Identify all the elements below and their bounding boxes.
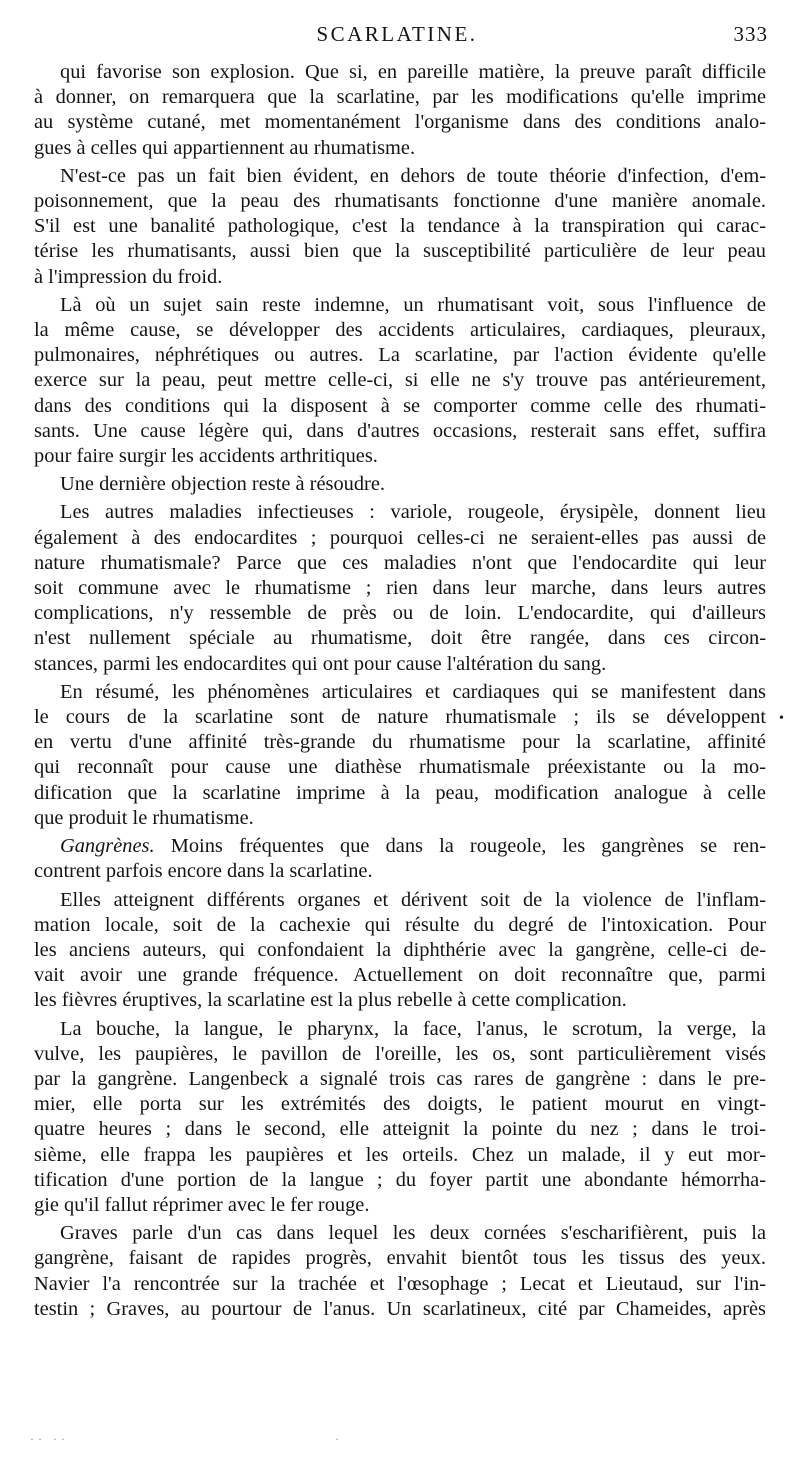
line-text: au système cutané, met momentanément l'organisme dans des conditions analo- (34, 111, 766, 134)
line-text: mation locale, soit de la cachexie qui résulte du degré de l'intoxication. Pour (34, 913, 766, 936)
text-line (34, 214, 766, 239)
text-line (34, 680, 766, 705)
text-line (34, 265, 766, 290)
line-text: également à des endocardites ; pourquoi celles-ci ne seraient-elles pas aussi de (34, 526, 766, 549)
text-line (34, 1297, 766, 1322)
line-text: les anciens auteurs, qui confondaient la diphthérie avec la gangrène, celle-ci de- (34, 938, 766, 961)
text-line (34, 551, 766, 576)
text-line (34, 110, 766, 135)
text-line (34, 1017, 766, 1042)
text-line (34, 652, 766, 677)
text-line (34, 834, 766, 859)
running-title: SCARLATINE. (316, 22, 478, 46)
line-text: le cours de la scarlatine sont de nature rhumatismale ; ils se développent (34, 706, 766, 729)
text-line (34, 1246, 766, 1271)
line-text: que produit le rhumatisme. (34, 806, 254, 829)
text-line (34, 806, 766, 831)
line-text: soit commune avec le rhumatisme ; rien dans leur marche, dans leurs autres (34, 577, 766, 600)
text-line (34, 859, 766, 884)
line-text: Elles atteignent différents organes et dérivent soit de la violence de l'inflam- (60, 888, 766, 911)
text-line (34, 189, 766, 214)
text-line (34, 368, 766, 393)
margin-mark: • (779, 711, 784, 726)
text-line (34, 1193, 766, 1218)
line-text: gangrène, faisant de rapides progrès, envahit bientôt tous les tissus des yeux. (34, 1247, 766, 1270)
line-text: sième, elle frappa les paupières et les orteils. Chez un malade, il y eut mor- (34, 1143, 766, 1166)
text-line (34, 85, 766, 110)
line-text: les fièvres éruptives, la scarlatine est la plus rebelle à cette complication. (34, 989, 627, 1012)
text-line (34, 1067, 766, 1092)
text-line (34, 1042, 766, 1067)
line-text: dans des conditions qui la disposent à se comporter comme celle des rhumati- (34, 394, 766, 417)
line-text: contrent parfois encore dans la scarlatine. (34, 860, 373, 883)
line-text: par la gangrène. Langenbeck a signalé trois cas rares de gangrène : dans le pre- (34, 1067, 766, 1090)
text-line (34, 293, 766, 318)
line-text: vulve, les paupières, le pavillon de l'oreille, les os, sont particulièrement visés (34, 1042, 766, 1065)
text-line (34, 913, 766, 938)
text-line (34, 500, 766, 525)
text-line (34, 755, 766, 780)
text-line (34, 343, 766, 368)
line-text: à donner, on remarquera que la scarlatine, par les modifications qu'elle imprime (34, 86, 766, 109)
text-line (34, 963, 766, 988)
scan-specks: ·· ·· ​ ​ ​ ​ ​ ​ ​ ​ ​ ​ ​ ​ ​ ​ ​ ​ ​ ​ ​ ​ ​ ​ ​ ​ ​ ​ ​ ​ ​ ​ ​ ​ ​ ​ ​ ​ ​ · (30, 1432, 343, 1446)
line-text: la même cause, se développer des accidents articulaires, cardiaques, pleuraux, (34, 319, 766, 342)
text-line (34, 444, 766, 469)
line-text: stances, parmi les endocardites qui ont pour cause l'altération du sang. (34, 652, 607, 675)
line-text: dification que la scarlatine imprime à la peau, modification analogue à celle (34, 781, 766, 804)
line-text: mier, elle porta sur les extrémités des doigts, le patient mourut en vingt- (34, 1093, 766, 1116)
text-line (34, 419, 766, 444)
text-line (34, 938, 766, 963)
running-head (26, 20, 768, 48)
line-text: sants. Une cause légère qui, dans d'autres occasions, resterait sans effet, suffira (34, 419, 766, 442)
line-text: Une dernière objection reste à résoudre. (60, 473, 385, 496)
line-text: La bouche, la langue, le pharynx, la face, l'anus, le scrotum, la verge, la (60, 1017, 766, 1040)
text-line (34, 705, 766, 730)
line-text: Moins fréquentes que dans la rougeole, les gangrènes se ren- (154, 835, 766, 858)
line-text: vait avoir une grande fréquence. Actuellement on doit reconnaître que, parmi (34, 964, 766, 987)
text-line (34, 1168, 766, 1193)
line-text: gues à celles qui appartiennent au rhumatisme. (34, 136, 416, 159)
line-text: pour faire surgir les accidents arthritiques. (34, 445, 378, 468)
text-line (34, 239, 766, 264)
section-lead: Gangrènes. (60, 835, 155, 858)
text-line (34, 60, 766, 85)
text-line (34, 1117, 766, 1142)
line-text: nature rhumatismale? Parce que ces maladies n'ont que l'endocardite qui leur (34, 551, 766, 574)
line-text: Navier l'a rencontrée sur la trachée et l'œsophage ; Lecat et Lieutaud, sur l'in- (34, 1272, 766, 1295)
line-text: qui favorise son explosion. Que si, en pareille matière, la preuve paraît difficile (60, 61, 766, 83)
line-text: à l'impression du froid. (34, 265, 223, 288)
line-text: En résumé, les phénomènes articulaires et cardiaques qui se manifestent dans (60, 680, 766, 703)
line-text: térise les rhumatisants, aussi bien que la susceptibilité particulière de leur peau (34, 240, 766, 263)
text-line (34, 318, 766, 343)
line-text: n'est nullement spéciale au rhumatisme, doit être rangée, dans ces circon- (34, 627, 766, 650)
text-line (34, 626, 766, 651)
line-text: en vertu d'une affinité très-grande du rhumatisme pour la scarlatine, affinité (34, 731, 766, 754)
text-line (34, 601, 766, 626)
text-line (34, 888, 766, 913)
line-text: Les autres maladies infectieuses : variole, rougeole, érysipèle, donnent lieu (60, 501, 766, 524)
line-text: S'il est une banalité pathologique, c'est la tendance à la transpiration qui carac- (34, 215, 766, 238)
line-text: pulmonaires, néphrétiques ou autres. La scarlatine, par l'action évidente qu'elle (34, 344, 766, 367)
line-text: Là où un sujet sain reste indemne, un rhumatisant voit, sous l'influence de (60, 293, 766, 316)
text-line (34, 1221, 766, 1246)
line-text: gie qu'il fallut réprimer avec le fer rouge. (34, 1193, 370, 1216)
page-number: 333 (733, 22, 768, 46)
text-line (34, 730, 766, 755)
text-line (34, 576, 766, 601)
text-line (34, 394, 766, 419)
text-line (34, 472, 766, 497)
text-line (34, 1272, 766, 1297)
line-text: tification d'une portion de la langue ; du foyer partit une abondante hémorrha- (34, 1168, 766, 1191)
text-line (34, 164, 766, 189)
line-text: Graves parle d'un cas dans lequel les deux cornées s'escharifièrent, puis la (60, 1222, 766, 1245)
line-text: poisonnement, que la peau des rhumatisants fonctionne d'une manière anomale. (34, 190, 766, 213)
line-text: N'est-ce pas un fait bien évident, en dehors de toute théorie d'infection, d'em- (60, 164, 766, 187)
line-text: quatre heures ; dans le second, elle atteignit la pointe du nez ; dans le troi- (34, 1118, 766, 1141)
text-line (34, 526, 766, 551)
text-line (34, 1092, 766, 1117)
line-text: testin ; Graves, au pourtour de l'anus. Un scarlatineux, cité par Chameides, après (34, 1297, 766, 1320)
text-line (34, 988, 766, 1013)
line-text: complications, n'y ressemble de près ou de loin. L'endocardite, qui d'ailleurs (34, 602, 766, 625)
text-line (34, 136, 766, 161)
body-text (34, 60, 766, 1322)
line-text: exerce sur la peau, peut mettre celle-ci, si elle ne s'y trouve pas antérieurement, (34, 369, 766, 392)
line-text: qui reconnaît pour cause une diathèse rhumatismale préexistante ou la mo- (34, 756, 766, 779)
text-line (34, 781, 766, 806)
text-line (34, 1143, 766, 1168)
